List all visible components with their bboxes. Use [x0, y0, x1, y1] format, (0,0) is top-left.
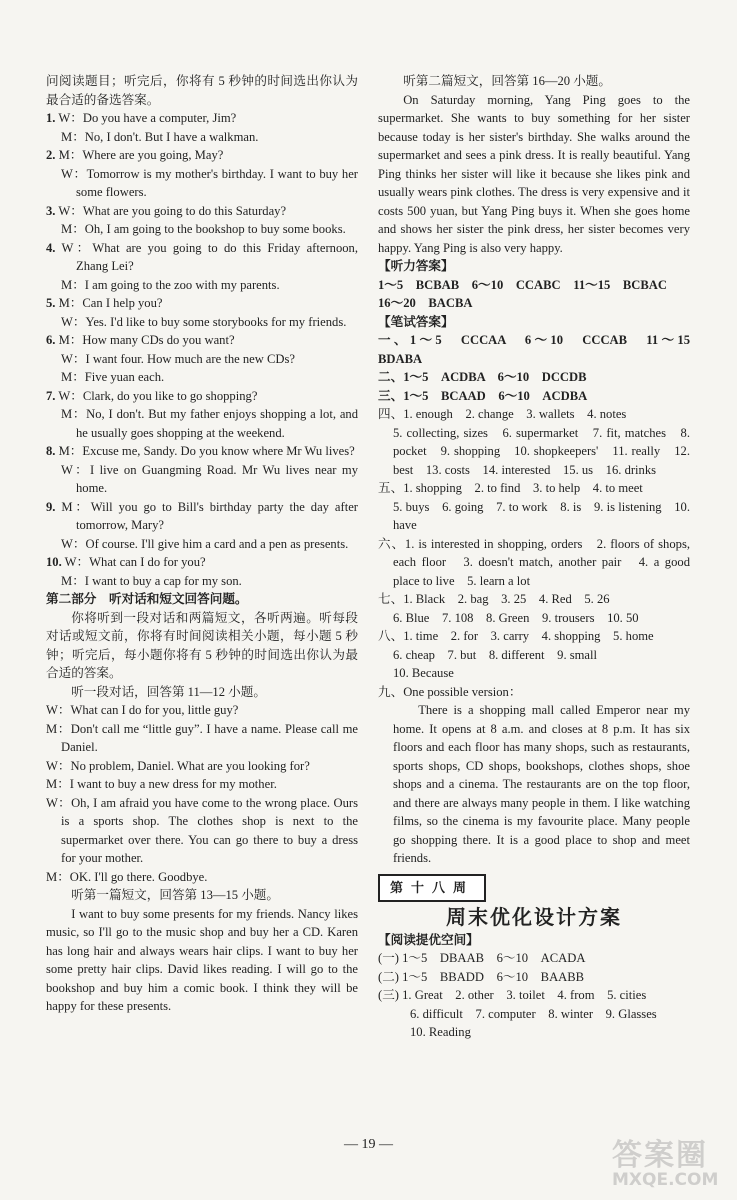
dialogue-number: 5. — [46, 296, 56, 310]
dialogue-line — [46, 220, 358, 239]
page-number: — 19 — — [344, 1137, 393, 1152]
written-line: 一、1～5 CCCAA 6～10 CCCAB 11～15 BDABA — [378, 333, 703, 366]
section-jiu-essay: There is a shopping mall called Emperor near my home. It opens at 8 a.m. and closes at 8 p.m. It has six floors and each floor has many shops, such as restaurants, sports shops, CD shops, bookshops, clothes shops, shoe shops and a cinema. The restaurants are on the top floor, and there are always many people in them. I like watching films, so the cinema is my favourite place. Many people go shopping there. It is a good place to shop and meet friends. — [393, 703, 690, 865]
ba-line: 八、1. time 2. for 3. carry 4. shopping 5. home — [378, 629, 654, 643]
dialogue-number: 3. — [46, 203, 56, 218]
dialogue-line — [46, 331, 358, 350]
watermark-logo: 答案圈 MXQE.COM — [612, 1138, 719, 1190]
passage1-heading: 听第一篇短文，回答第 13—15 小题。 — [71, 888, 279, 902]
dialogue-item — [46, 239, 358, 295]
reading-line: (一) 1～5 DBAAB 6～10 ACADA — [378, 951, 586, 965]
passage2-heading: 听第二篇短文，回答第 16—20 小题。 — [403, 74, 611, 88]
ba-line: 6. cheap 7. but 8. different 9. small — [393, 647, 598, 662]
dialogue-line — [46, 442, 358, 461]
dialogue-number: 8. — [46, 444, 56, 458]
dialogue-text: M：Excuse me, Sandy. Do you know where Mr Wu lives? — [58, 444, 355, 458]
reading-line: 6. difficult 7. computer 8. winter 9. Glasses — [410, 1006, 657, 1021]
dialogue-line — [46, 350, 358, 369]
dialogue-line — [46, 165, 358, 202]
dialogue-item — [46, 442, 358, 498]
dialogue-text: W：Of course. I'll give him a card and a pen as presents. — [61, 536, 349, 551]
dialogue-item — [46, 498, 358, 554]
dialogue-text: W：I live on Guangming Road. Mr Wu lives near my home. — [61, 462, 358, 495]
dialogue-line — [46, 276, 358, 295]
passage1-text: I want to buy some presents for my friends. Nancy likes music, so I'll go to the music shop and buy her a CD. Karen has long hair and always wears hair clips. I want to buy her some pretty hair clips. David likes reading. I will go to the bookshop and buy him a comic book. I think they will be happy for these presents. — [46, 906, 358, 1013]
dialogue-text: M：Can I help you? — [58, 296, 163, 310]
dialogue-text: W：What can I do for you? — [64, 555, 206, 569]
dialogue-text: W：Tomorrow is my mother's birthday. I want to buy her some flowers. — [61, 166, 358, 199]
section-jiu-heading: 九、One possible version： — [378, 684, 522, 699]
section-qi — [378, 590, 690, 627]
dialogue-item — [46, 202, 358, 239]
intro-text: 问阅读题目；听完后，你将有 5 秒钟的时间选出你认为最合适的备选答案。 — [46, 74, 358, 107]
reading-line: (二) 1～5 BBADD 6～10 BAABB — [378, 969, 585, 984]
wu-line: 5. buys 6. going 7. to work 8. is 9. is listening 10. have — [393, 499, 690, 532]
dialog-lines — [46, 701, 358, 886]
part2-title: 第二部分 听对话和短文回答问题。 — [46, 592, 248, 606]
dialogue-list — [46, 109, 358, 590]
dialogue-text: W：Do you have a computer, Jim? — [58, 111, 237, 125]
dialogue-number: 6. — [46, 333, 56, 347]
dialogue-number: 4. — [46, 240, 56, 255]
passage2-text: On Saturday morning, Yang Ping goes to the supermarket. She wants to buy something for her sister because today is her sister's birthday. She walks around the supermarket and sees a pink dress. It is really beautiful. Yang Ping thinks her sister will like it because she likes pink and usually wears pink clothes. The dress is very expensive and it costs 500 yuan, but Yang Ping buys it. When she goes home and shows her sister the pink dress, her sister becomes very happy. Yang Ping is also very happy. — [378, 92, 690, 255]
dialogue-number: 7. — [46, 388, 56, 403]
dialog-line: M：OK. I'll go there. Goodbye. — [46, 869, 208, 884]
dialogue-text: M：Where are you going, May? — [58, 148, 224, 162]
dialogue-line — [46, 368, 358, 387]
right-column — [378, 72, 703, 1042]
written-label: 【笔试答案】 — [378, 314, 454, 329]
dialogue-line — [46, 128, 358, 147]
listening-answers — [378, 276, 690, 313]
wu-line: 五、1. shopping 2. to find 3. to help 4. to meet — [378, 481, 643, 495]
dialogue-line — [46, 202, 358, 221]
dialogue-text: W：What are you going to do this Saturday? — [58, 203, 287, 218]
dialogue-text: M：No, I don't. But I have a walkman. — [61, 129, 259, 144]
section-ba — [378, 627, 690, 683]
dialogue-item — [46, 387, 358, 443]
written-line: 三、1～5 BCAAD 6～10 ACDBA — [378, 388, 588, 403]
dialogue-text: M：I am going to the zoo with my parents. — [61, 277, 280, 292]
listening-line: 1～5 BCBAB 6～10 CCABC 11～15 BCBAC — [378, 277, 667, 292]
dialogue-text: M：Will you go to Bill's birthday party the day after tomorrow, Mary? — [61, 499, 358, 532]
dialogue-text: W：Yes. I'd like to buy some storybooks for my friends. — [61, 314, 347, 329]
dialogue-line — [46, 553, 358, 572]
reading-line: 10. Reading — [410, 1025, 471, 1039]
dialogue-number: 9. — [46, 499, 56, 514]
left-column — [46, 72, 358, 1016]
si-line: 四、1. enough 2. change 3. wallets 4. notes — [378, 407, 627, 421]
dialog-line: W：What can I do for you, little guy? — [46, 703, 239, 717]
dialog-line: W：No problem, Daniel. What are you looking for? — [46, 758, 310, 773]
dialogue-line — [46, 146, 358, 165]
reading-answers — [378, 949, 690, 1042]
dialogue-item — [46, 109, 358, 146]
section-title: 周末优化设计方案 — [446, 905, 622, 929]
listening-line: 16～20 BACBA — [378, 296, 473, 310]
reading-line: (三) 1. Great 2. other 3. toilet 4. from 5. cities — [378, 988, 647, 1002]
dialogue-text: W：Clark, do you like to go shopping? — [58, 388, 258, 403]
dialogue-number: 2. — [46, 148, 56, 162]
dialog-heading: 听一段对话，回答第 11—12 小题。 — [71, 684, 266, 699]
section-si — [378, 405, 690, 479]
dialogue-line — [46, 498, 358, 535]
dialogue-text: W：I want four. How much are the new CDs? — [61, 351, 295, 366]
qi-line: 6. Blue 7. 108 8. Green 9. trousers 10. 50 — [393, 610, 639, 625]
dialogue-text: M：I want to buy a cap for my son. — [61, 573, 242, 588]
dialogue-line — [46, 461, 358, 498]
dialogue-line — [46, 313, 358, 332]
dialogue-number: 1. — [46, 111, 56, 125]
dialogue-item — [46, 553, 358, 590]
dialogue-text: M：No, I don't. But my father enjoys shopping a lot, and he usually goes shopping at the weekend. — [61, 407, 358, 440]
dialogue-line — [46, 535, 358, 554]
dialogue-text: W：What are you going to do this Friday afternoon, Zhang Lei? — [61, 240, 358, 273]
dialogue-text: M：How many CDs do you want? — [58, 333, 235, 347]
dialogue-text: M：Oh, I am going to the bookshop to buy some books. — [61, 222, 346, 236]
ba-line: 10. Because — [393, 666, 454, 680]
dialogue-line — [46, 387, 358, 406]
dialogue-line — [46, 109, 358, 128]
dialogue-line — [46, 239, 358, 276]
dialog-line: M：Don't call me “little guy”. I have a name. Please call me Daniel. — [46, 721, 358, 754]
si-line: 5. collecting, sizes 6. supermarket 7. fit, matches 8. pocket 9. shopping 10. shopkeepers' 11. really 12. best 13. costs 14. interested 15. us 16. drinks — [393, 425, 690, 477]
dialogue-item — [46, 294, 358, 331]
section-wu — [378, 479, 690, 535]
dialog-line: M：I want to buy a new dress for my mother. — [46, 777, 277, 791]
dialogue-line — [46, 294, 358, 313]
dialogue-item — [46, 146, 358, 202]
reading-label: 【阅读提优空间】 — [378, 932, 479, 947]
dialogue-number: 10. — [46, 555, 62, 569]
dialogue-line — [46, 405, 358, 442]
week-badge: 第十八周 — [378, 874, 486, 903]
dialog-line: W：Oh, I am afraid you have come to the wrong place. Ours is a sports shop. The clothes shop is next to the supermarket over there. You can go there to buy a dress for your mother. — [46, 795, 358, 865]
written-answers — [378, 331, 703, 405]
dialogue-line — [46, 572, 358, 591]
qi-line: 七、1. Black 2. bag 3. 25 4. Red 5. 26 — [378, 592, 610, 606]
listening-label: 【听力答案】 — [378, 259, 454, 273]
part2-intro: 你将听到一段对话和两篇短文，各听两遍。听每段对话或短文前，你将有时间阅读相关小题，每小题 5 秒钟；听完后，每小题你将有 5 秒钟的时间选出你认为最合适的答案。 — [46, 610, 358, 680]
section-liu — [378, 535, 690, 591]
liu-line: 六、1. is interested in shopping, orders 2. floors of shops, each floor 3. doesn't match, another pair 4. a good place to live 5. learn a lot — [378, 536, 690, 588]
dialogue-text: M：Five yuan each. — [61, 370, 165, 384]
written-line: 二、1～5 ACDBA 6～10 DCCDB — [378, 370, 587, 384]
dialogue-item — [46, 331, 358, 387]
